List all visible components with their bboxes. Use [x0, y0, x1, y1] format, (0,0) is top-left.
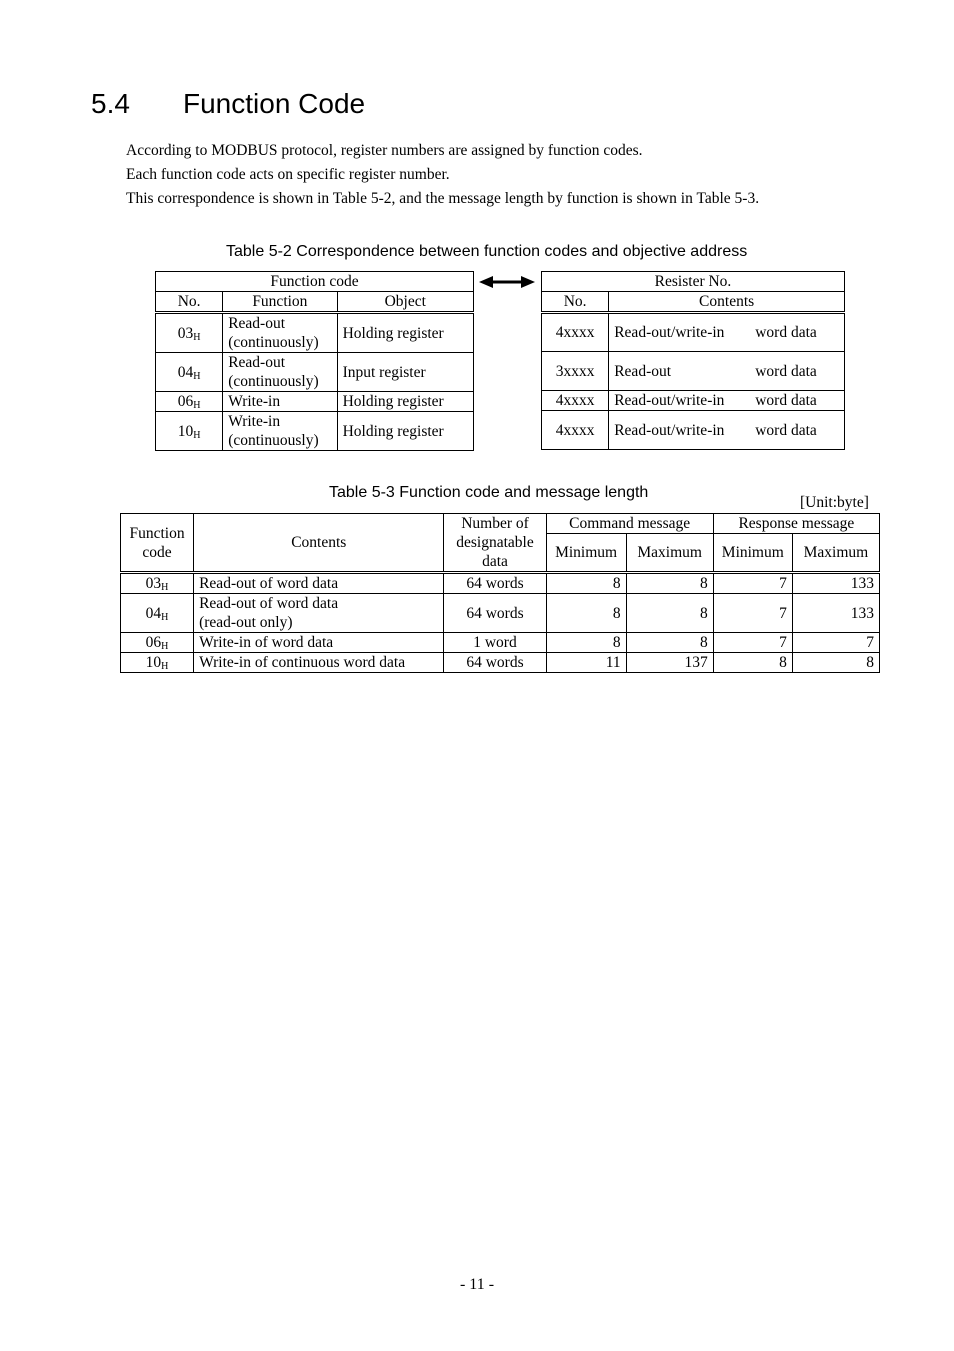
page-number: - 11 - [459, 1276, 495, 1293]
row-number: 64 words [444, 653, 546, 673]
command-min: 8 [546, 594, 626, 633]
table52-col-reg-no: No. [542, 292, 609, 313]
header-command-min: Minimum [546, 534, 626, 573]
table-row [542, 411, 845, 450]
table-row [156, 412, 474, 451]
table53-caption: Table 5-3 Function code and message length [329, 484, 649, 501]
row-contents: Write-in of continuous word data [194, 653, 444, 673]
table52-right-header: Resister No. [542, 272, 845, 292]
hex-suffix: H [193, 429, 201, 441]
function-code: 04 [177, 363, 194, 381]
hex-suffix: H [161, 582, 169, 593]
row-number: 64 words [444, 573, 546, 594]
response-max: 133 [792, 594, 879, 633]
data-label: word data [755, 392, 817, 409]
response-min: 7 [713, 594, 792, 633]
paragraph-2: Each function code acts on specific register number. [126, 166, 450, 183]
function-label: (continuously) [228, 432, 319, 449]
header-code-line: Function [129, 524, 185, 542]
table53-unit: [Unit:byte] [800, 494, 869, 511]
response-min: 8 [713, 653, 792, 673]
table52-register-table [541, 271, 845, 450]
function-code: 03 [177, 324, 194, 342]
function-label: Read-out [228, 354, 286, 371]
table53-message-length-table [120, 513, 880, 673]
function-label: Read-out [228, 315, 286, 332]
object-label: Holding register [337, 313, 473, 353]
object-label: Holding register [337, 412, 473, 451]
register-number: 3xxxx [542, 352, 609, 391]
section-number: 5.4 [91, 88, 130, 119]
hex-suffix: H [193, 370, 201, 382]
data-label: word data [755, 324, 817, 341]
paragraph-1: According to MODBUS protocol, register numbers are assigned by function codes. [126, 142, 643, 159]
register-number: 4xxxx [542, 411, 609, 450]
header-contents: Contents [194, 514, 444, 573]
response-max: 7 [792, 633, 879, 653]
table-row [121, 594, 880, 633]
row-contents: Write-in of word data [194, 633, 444, 653]
header-response-min: Minimum [713, 534, 792, 573]
header-number-line: designatable [456, 534, 534, 551]
hex-suffix: H [161, 611, 169, 623]
hex-suffix: H [161, 661, 169, 672]
table-row [121, 653, 880, 673]
row-contents: Read-out of word data [194, 573, 444, 594]
hex-suffix: H [161, 641, 169, 652]
function-label: (continuously) [228, 334, 319, 351]
paragraph-3: This correspondence is shown in Table 5-2, and the message length by function is shown in Table 5-3. [126, 190, 760, 207]
function-code: 06 [177, 393, 194, 410]
register-number: 4xxxx [542, 391, 609, 411]
row-contents: Read-out of word data [199, 595, 339, 612]
command-max: 8 [626, 594, 713, 633]
section-heading [91, 88, 365, 120]
section-title: Function Code [183, 88, 366, 119]
hex-suffix: H [193, 331, 201, 343]
function-code: 06 [145, 634, 162, 651]
access-label: Read-out [614, 362, 672, 380]
table-row [542, 391, 845, 411]
row-contents: (read-out only) [199, 614, 293, 631]
function-code: 10 [145, 654, 162, 671]
table-row [121, 633, 880, 653]
table-row [156, 313, 474, 353]
table-row [156, 353, 474, 392]
function-code: 03 [145, 575, 162, 592]
header-number-line: data [482, 553, 508, 570]
row-number: 1 word [444, 633, 546, 653]
command-min: 8 [546, 633, 626, 653]
data-label: word data [755, 421, 817, 439]
data-label: word data [755, 362, 817, 380]
header-command-message: Command message [546, 514, 713, 534]
object-label: Input register [337, 353, 473, 392]
table-row [542, 313, 845, 352]
function-label: Write-in [228, 413, 281, 430]
access-label: Read-out/write-in [614, 392, 725, 409]
command-max: 137 [626, 653, 713, 673]
function-label: Write-in [223, 392, 337, 412]
table52-col-no: No. [156, 292, 223, 313]
command-max: 8 [626, 573, 713, 594]
double-arrow-icon [479, 274, 535, 290]
function-code: 10 [177, 422, 194, 440]
row-number: 64 words [444, 594, 546, 633]
response-min: 7 [713, 573, 792, 594]
header-number-line: Number of [461, 515, 529, 532]
header-response-message: Response message [713, 514, 879, 534]
table-row [121, 573, 880, 594]
response-min: 7 [713, 633, 792, 653]
table52-left-header: Function code [156, 272, 474, 292]
table52-col-function: Function [223, 292, 337, 313]
object-label: Holding register [337, 392, 473, 412]
access-label: Read-out/write-in [614, 324, 725, 341]
header-command-max: Maximum [626, 534, 713, 573]
response-max: 133 [792, 573, 879, 594]
table-row [542, 352, 845, 391]
hex-suffix: H [193, 400, 201, 411]
command-min: 11 [546, 653, 626, 673]
table52-function-table [155, 271, 474, 451]
command-min: 8 [546, 573, 626, 594]
function-code: 04 [145, 604, 162, 622]
table-row [156, 392, 474, 412]
table52-col-contents: Contents [609, 292, 845, 313]
command-max: 8 [626, 633, 713, 653]
response-max: 8 [792, 653, 879, 673]
table52-col-object: Object [337, 292, 473, 313]
access-label: Read-out/write-in [614, 421, 725, 439]
table52-caption: Table 5-2 Correspondence between function codes and objective address [226, 243, 748, 260]
function-label: (continuously) [228, 373, 319, 390]
header-response-max: Maximum [792, 534, 879, 573]
register-number: 4xxxx [542, 313, 609, 352]
header-code-line: code [142, 543, 172, 561]
